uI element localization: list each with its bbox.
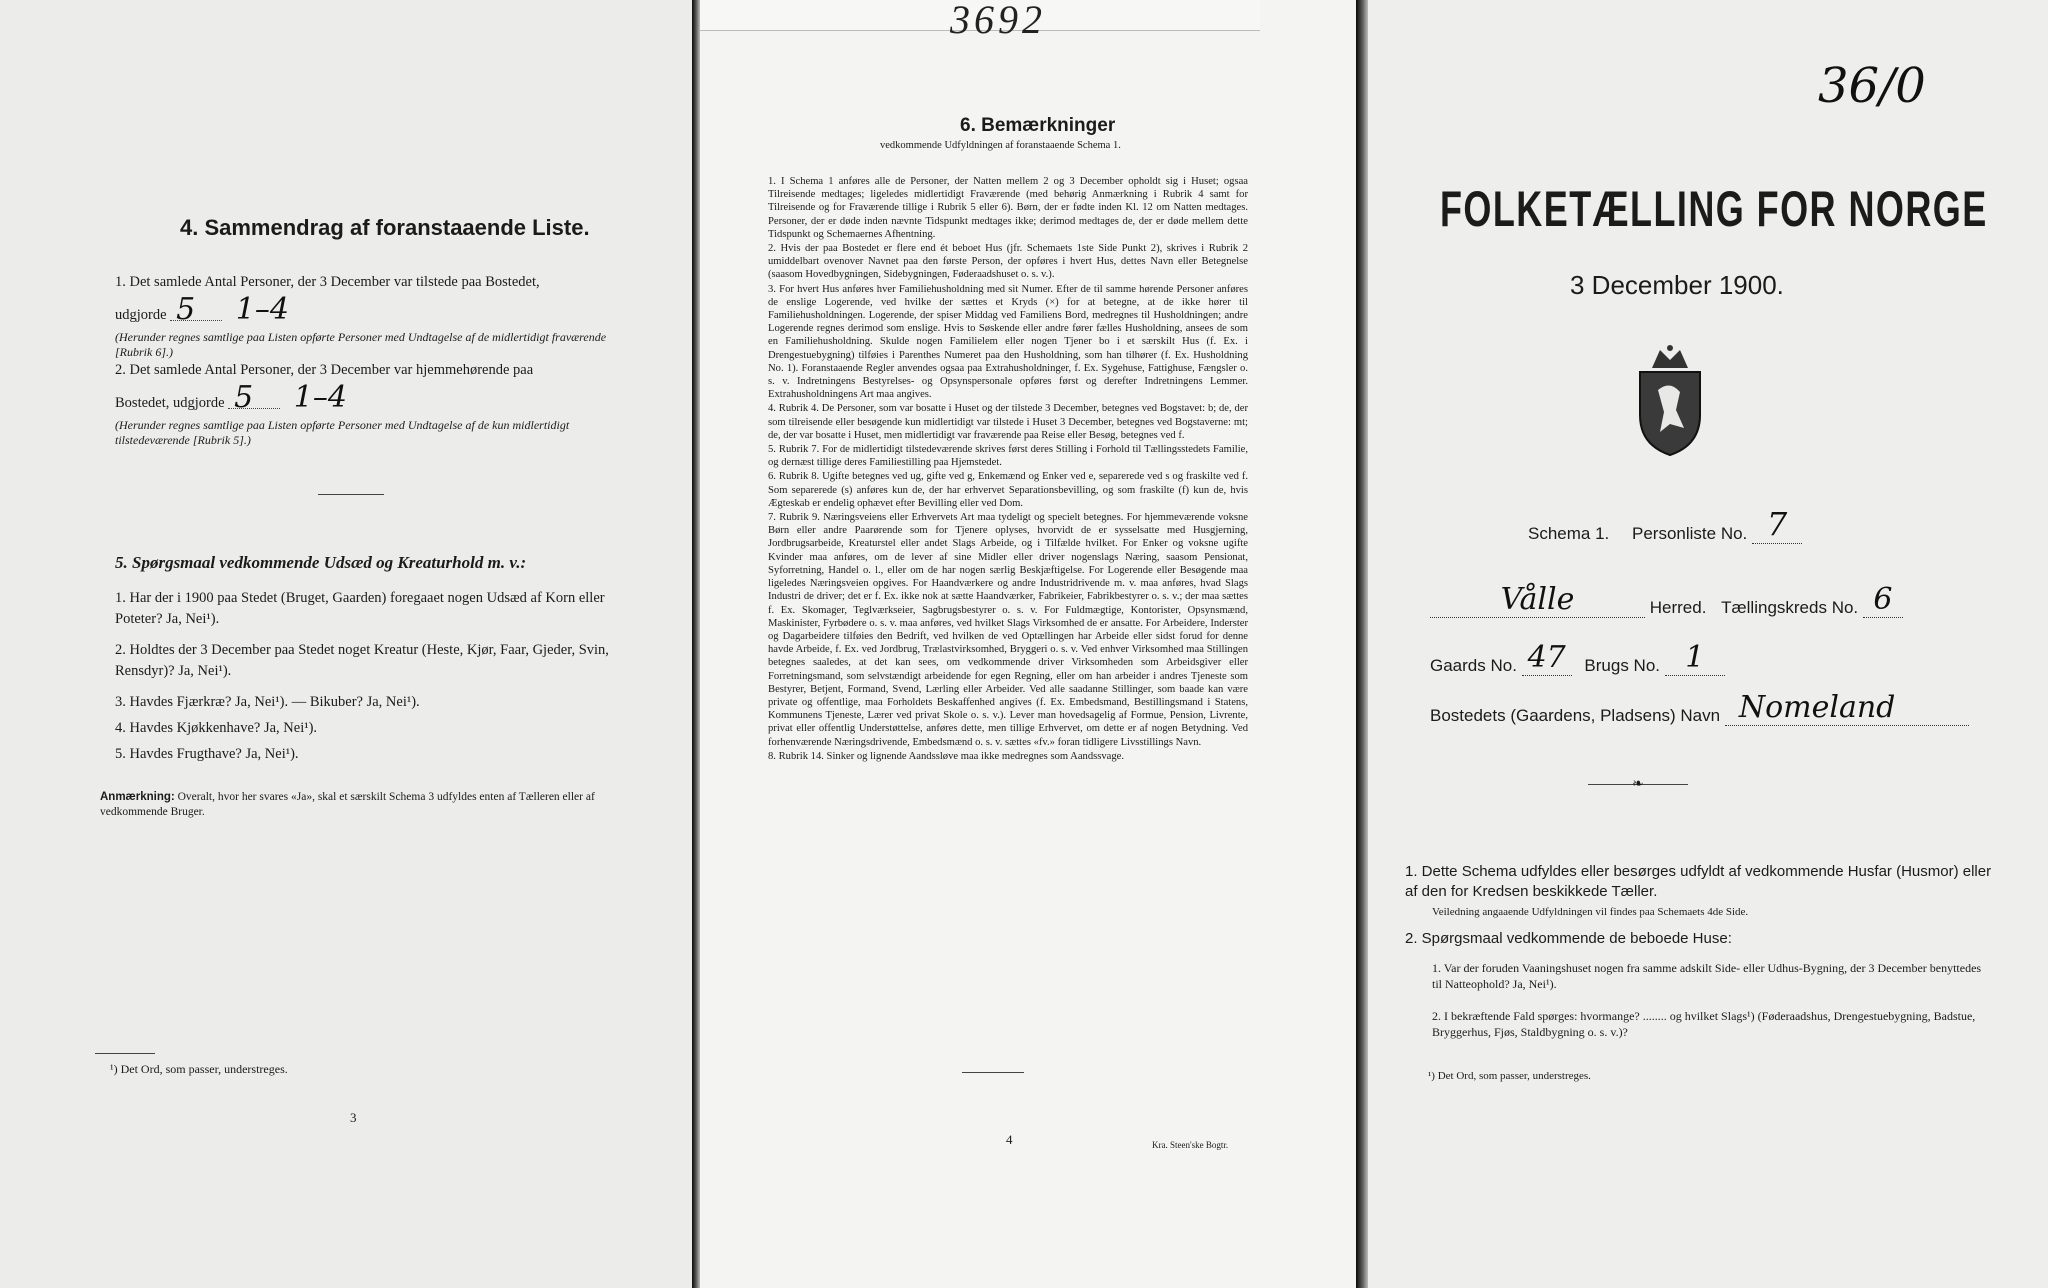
- remark-item: 4. Rubrik 4. De Personer, som var bosatte i Huset og der tilstede 3 December, betegnes ved Bogstavet: b; de, der som tilreisende eller besøgende kun midlertidigt var tilstede i Huset 3 December, betegnes ved Bogstaverne: mt; de, der var bosatte i Huset, men midlertidigt var fraværende paa Reise eller Besøg, betegnes ved f.: [768, 403, 1248, 441]
- divider: [962, 1072, 1024, 1073]
- question-1-text: 1. Det samlede Antal Personer, der 3 December var tilstede paa Bostedet,: [115, 274, 540, 290]
- remarks-title: 6. Bemærkninger: [960, 115, 1116, 136]
- question-2-bostedet-label: Bostedet, udgjorde: [115, 395, 225, 411]
- footnote: ¹) Det Ord, som passer, understreges.: [1428, 1070, 1591, 1082]
- remark-item: 8. Rubrik 14. Sinker og lignende Aandssløve maa ikke medregnes som Aandssvage.: [768, 750, 1125, 762]
- bosted-line: [1430, 690, 1969, 726]
- footnote: ¹) Det Ord, som passer, understreges.: [110, 1062, 288, 1076]
- underlying-page-number: 3692: [950, 0, 1046, 42]
- underlying-page-strip: [700, 0, 1260, 42]
- instruction-2-q1: 1. Var der foruden Vaaningshuset nogen fra samme adskilt Side- eller Udhus-Bygning, der 3 December benyttedes til Natteophold? Ja, Nei¹).: [1432, 961, 1982, 991]
- ornament-icon: ❧: [1632, 777, 1644, 792]
- page-fold: [1356, 0, 1368, 1288]
- section-4-title: 4. Sammendrag af foranstaaende Liste.: [180, 215, 590, 240]
- brugs-value: 1: [1665, 640, 1725, 676]
- section-5-q1: 1. Har der i 1900 paa Stedet (Bruget, Gaarden) foregaaet nogen Udsæd af Korn eller Poteter? Ja, Nei¹).: [115, 590, 605, 627]
- instruction-2: 2. Spørgsmaal vedkommende de beboede Huse:: [1405, 930, 1732, 947]
- question-1-note: (Herunder regnes samtlige paa Listen opførte Personer med Undtagelse af de midlertidigt fraværende [Rubrik 6].): [115, 330, 607, 359]
- gaards-value: 47: [1522, 640, 1572, 676]
- personliste-label: Personliste No.: [1632, 524, 1748, 543]
- question-2-range: 1–4: [293, 380, 347, 415]
- remark-item: 5. Rubrik 7. For de midlertidigt tilstedeværende skrives først deres Stilling i Forhold til Tællingsstedets Familie, og dernæst tillige deres Familiestilling paa Hjemstedet.: [768, 444, 1248, 469]
- remark-item: 7. Rubrik 9. Næringsveiens eller Erhvervets Art maa tydeligt og specielt betegnes. For hjemmeværende voksne Børn eller andre Paarørende som for Tjenere oplyses, hvorvidt de er sysselsatte med Husgjerning, Jordbrugsarbeide, Kreaturstel eller andet Slags Arbeide, og i Tilfælde hvilket. For Enker og voksne ugifte Kvinder maa anføres, om de lever af sine Midler eller driver nogenslags Næring, saasom Pensionat, Syforretning, Handel o. l., eller om de har nogen særlig Beskjæftigelse. For Logerende eller Besøgende maa ligeledes Næringsveien opgives. For Haandværkere og andre Industridrivende m. v. maa anføres, hvad Slags Industri de driver; det er f. Ex. ikke nok at sætte Haandværker, Fabrikeier, Fabrikbestyrer o. s. v.; der maa sættes f. Ex. Skomager, Teglværkseier, Sagbrugsbestyrer o. s. v. For Fuldmægtige, Kontorister, Opsynsmænd, Maskinister, Fyrbødere o. s. v. maa anføres, ved hvilket Slags Virksomhed de er ansatte. For Arbeidere, Inderster og Dagarbeidere tilføies den Bedrift, ved hvilken de ved Optællingen har Arbeide eller sidst forud for denne havde Arbeide, f. Ex. ved Jordbrug, Trælastvirksomhed, Bryggeri o. s. v. Ved enhver Virksomhed maa Stillingen betegnes saaledes, at det kan sees, om vedkommende driver Virksomheden som Arbeidsgiver eller Forretningsmand, som selvstændigt arbeidende for egen Regning, eller om han arbeider i andres Tjeneste som Bestyrer, Betjent, Formand, Svend, Lærling eller Arbeider. Ved alle saadanne Stillinger, som baade kan være private og offentlige, maa Forholdets Beskaffenhed angives (f. Ex. Embedsmand, Bestillingsmand i Statens, Kommunens Tjeneste, Lærer ved privat Skole o. s. v.). Lever man hovedsagelig af Formue, Pension, Livrente, privat eller offentlig Understøttelse, anføres dette, men tillige Erhvervet, om dette er af nogen Betydning. Ved forhenværende Næringsdrivende, Embedsmænd o. s. v. sættes «fv.» foran tidligere Livsstillings Navn.: [768, 512, 1248, 748]
- question-2: [115, 360, 635, 448]
- section-5-q3: 3. Havdes Fjærkræ? Ja, Nei¹). — Bikuber? Ja, Nei¹).: [115, 694, 420, 710]
- instruction-1: 1. Dette Schema udfyldes eller besørges udfyldt af vedkommende Husfar (Husmor) eller af den for Kredsen beskikkede Tæller.: [1405, 863, 1992, 900]
- section-5-title: 5. Spørgsmaal vedkommende Udsæd og Kreaturhold m. v.:: [115, 553, 527, 572]
- section-5-q5: 5. Havdes Frugthave? Ja, Nei¹).: [115, 746, 299, 762]
- section-5-q2: 2. Holdtes der 3 December paa Stedet noget Kreatur (Heste, Kjør, Faar, Gjeder, Svin, Rensdyr)? Ja, Nei¹).: [115, 642, 609, 679]
- instruction-1-sub: Veiledning angaaende Udfyldningen vil findes paa Schemaets 4de Side.: [1432, 906, 1749, 918]
- brugs-label: Brugs No.: [1584, 656, 1660, 675]
- instruction-2-q2: 2. I bekræftende Fald spørges: hvormange? ........ og hvilket Slags¹) (Føderaadshus, Drengestuebygning, Badstue, Bryggerhus, Fjøs, Staldbygning o. s. v.)?: [1432, 1009, 1976, 1039]
- left-page: [0, 0, 700, 1288]
- question-1: [115, 272, 635, 360]
- gaards-label: Gaards No.: [1430, 656, 1517, 675]
- remark: [100, 790, 630, 820]
- remarks-subtitle: vedkommende Udfyldningen af foranstaaende Schema 1.: [880, 140, 1121, 151]
- remark-text: Overalt, hvor her svares «Ja», skal et særskilt Schema 3 udfyldes enten af Tælleren eller af vedkommende Bruger.: [100, 791, 595, 818]
- schema-label: Schema 1.: [1528, 524, 1610, 543]
- page-number: 3: [350, 1110, 357, 1125]
- bosted-label: Bostedets (Gaardens, Pladsens) Navn: [1430, 706, 1721, 725]
- question-1-range: 1–4: [235, 292, 289, 327]
- herred-line: [1430, 582, 1903, 618]
- form-title: FOLKETÆLLING FOR NORGE: [1440, 181, 1988, 237]
- printer-name: Kra. Steen'ske Bogtr.: [1152, 1140, 1229, 1150]
- archive-number: 36/0: [1818, 58, 1926, 114]
- remark-item: 6. Rubrik 8. Ugifte betegnes ved ug, gifte ved g, Enkemænd og Enker ved e, separerede ved s og fraskilte ved f. Som separerede (s) anføres kun de, der har erhvervet Separationsbevilling, og som fraskilte (f) kun de, hvis Ægteskab er endelig ophævet efter Bevilling eller ved Dom.: [768, 471, 1248, 509]
- question-1-udgjorde-label: udgjorde: [115, 307, 167, 323]
- page-number: 4: [1006, 1132, 1013, 1147]
- herred-label: Herred.: [1649, 598, 1707, 617]
- schema-line: [1528, 505, 1802, 544]
- bosted-value: Nomeland: [1725, 690, 1969, 726]
- question-2-value: 5: [228, 387, 280, 409]
- question-2-note: (Herunder regnes samtlige paa Listen opførte Personer med Undtagelse af de kun midlertidigt tilstedeværende [Rubrik 5].): [115, 418, 570, 447]
- kreds-label: Tællingskreds No.: [1721, 598, 1859, 617]
- footnote-rule: [95, 1053, 155, 1054]
- question-1-value: 5: [170, 299, 222, 321]
- page-fold: [692, 0, 700, 1288]
- section-5-q4: 4. Havdes Kjøkkenhave? Ja, Nei¹).: [115, 720, 318, 736]
- remarks-list: [768, 175, 1248, 764]
- divider: [318, 494, 384, 495]
- gaards-line: [1430, 640, 1725, 676]
- coat-of-arms-icon: [1630, 340, 1710, 460]
- remark-item: 1. I Schema 1 anføres alle de Personer, der Natten mellem 2 og 3 December opholdt sig i Huset; ogsaa Tilreisende medtages; ligeledes midlertidigt Fraværende (med behørig Anmærkning i Rubrik 4 samt for Tilreisende og for Fraværende tillige i Rubrik 5 eller 6). Børn, der er fødte inden Kl. 12 om Natten medtages. Personer, der er døde inden nævnte Tidspunkt medtages ikke; derimod medtages de, der er døde mellem dette Tidspunkt og Schemaernes Afhentning.: [768, 176, 1248, 240]
- personliste-value: 7: [1752, 505, 1802, 544]
- kreds-value: 6: [1863, 582, 1903, 618]
- herred-value: Vålle: [1430, 582, 1645, 618]
- census-date: 3 December 1900.: [1570, 270, 1784, 300]
- remark-item: 3. For hvert Hus anføres hver Familiehusholdning med sit Numer. Efter de til samme hørende Personer anføres de enslige Logerende, ved hvilke der sættes et Kryds (×) for at betegne, at de ikke hører til Familiehusholdningen. Logerende, der spiser Middag ved Familiens Bord, medregnes til Husholdningen; andre Logerende regnes derimod som enslige. Hvis to Søskende eller andre fører fælles Husholdning, ansees de som en Familiehusholdning. Skulde nogen Familielem eller nogen Tjener bo i et særskilt Hus (f. Ex. i Drengestuebygning) tilføies i Parenthes Numeret paa den Husholdning, som han tilhører (f. Ex. Husholdning No. 1). Foranstaaende Regler anvendes ogsaa paa Extrahusholdninger, f. Ex. Sygehuse, Fattighuse, Fængsler o. s. v. Indretningens Bestyrelses- og Opsynspersonale opføres først og derefter Indretningens Lemmer. Extrahusholdningens Art maa angives.: [768, 283, 1248, 401]
- question-2-text: 2. Det samlede Antal Personer, der 3 December var hjemmehørende paa: [115, 362, 534, 378]
- remark-label: Anmærkning:: [100, 791, 175, 803]
- remark-item: 2. Hvis der paa Bostedet er flere end ét beboet Hus (jfr. Schemaets 1ste Side Punkt 2), skrives i Rubrik 2 umiddelbart ovenover Navnet paa den første Person, der opføres i hvert Hus, dettes Navn eller Betegnelse (saasom Hovedbygningen, Sidebygningen, Føderaadshuset o. s. v.).: [768, 243, 1248, 281]
